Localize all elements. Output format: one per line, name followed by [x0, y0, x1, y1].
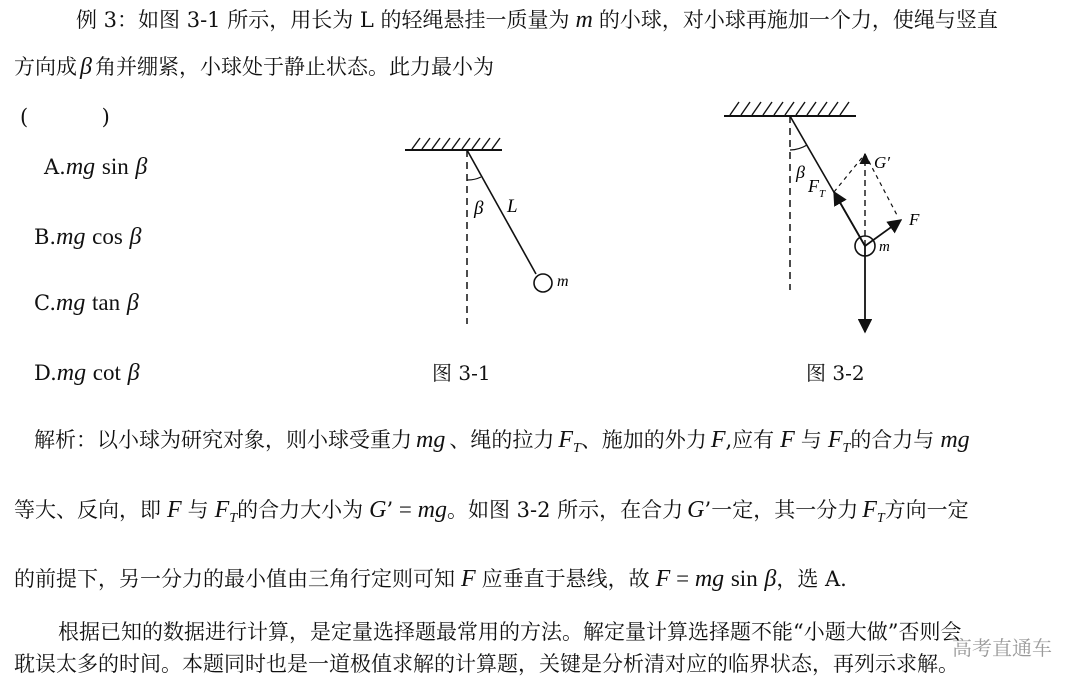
analysis-line-2: 等大、反向，即 F 与 $F_T$的合力大小为 G’ = mg。如图 3-2 所示，在合力 G’一定，其一分力 $F_T$方向一定: [14, 497, 969, 526]
figure-3-1: [400, 132, 600, 332]
option-c: C.mg tan β: [34, 290, 139, 316]
analysis-line-3: 的前提下，另一分力的最小值由三角行定则可知 F 应垂直于悬线，故 F = mg sin β，选 A.: [14, 566, 847, 592]
problem-line-1: 例 3：如图 3-1 所示，用长为 L 的轻绳悬挂一质量为 m 的小球，对小球再施加一个力，使绳与竖直: [76, 7, 998, 33]
label-L: L: [507, 196, 518, 217]
ceiling-hatch: [730, 102, 849, 115]
option-a: A.mg sin β: [44, 154, 148, 180]
label-G-prime: G′: [874, 153, 890, 172]
figure-3-2: [716, 92, 946, 342]
label-FT: $F_T$: [808, 176, 826, 200]
ball: [534, 274, 552, 292]
watermark: 高考直通车: [952, 636, 1052, 660]
angle-arc: [467, 177, 481, 180]
label-F: F: [909, 210, 920, 229]
summary-line-1: 根据已知的数据进行计算，是定量选择题最常用的方法。解定量计算选择题不能“小题大做”否则会: [58, 620, 962, 644]
ceiling-hatch: [412, 138, 500, 149]
label-beta: β: [474, 198, 484, 219]
answer-bracket: ( ): [20, 105, 110, 129]
problem-line-2: 方向成 β 角并绷紧，小球处于静止状态。此力最小为: [14, 54, 494, 80]
caption-3-1: 图 3-1: [432, 361, 491, 385]
label-m: m: [557, 273, 569, 290]
parallelogram-top: [834, 154, 865, 192]
option-d: D.mg cot β: [34, 360, 140, 386]
label-m: m: [879, 239, 890, 255]
summary-line-2: 耽误太多的时间。本题同时也是一道极值求解的计算题，关键是分析清对应的临界状态，再列示求解。: [14, 652, 959, 676]
analysis-line-1: 解析：以小球为研究对象，则小球受重力 mg 、绳的拉力 $F_T$、施加的外力 F,应有 F 与 $F_T$的合力与 mg: [34, 427, 970, 456]
caption-3-2: 图 3-2: [806, 361, 865, 385]
var-beta: β: [80, 54, 92, 80]
angle-arc: [790, 145, 807, 150]
label-beta: β: [796, 162, 805, 182]
option-b: B.mg cos β: [34, 224, 142, 250]
var-m: m: [575, 7, 593, 33]
